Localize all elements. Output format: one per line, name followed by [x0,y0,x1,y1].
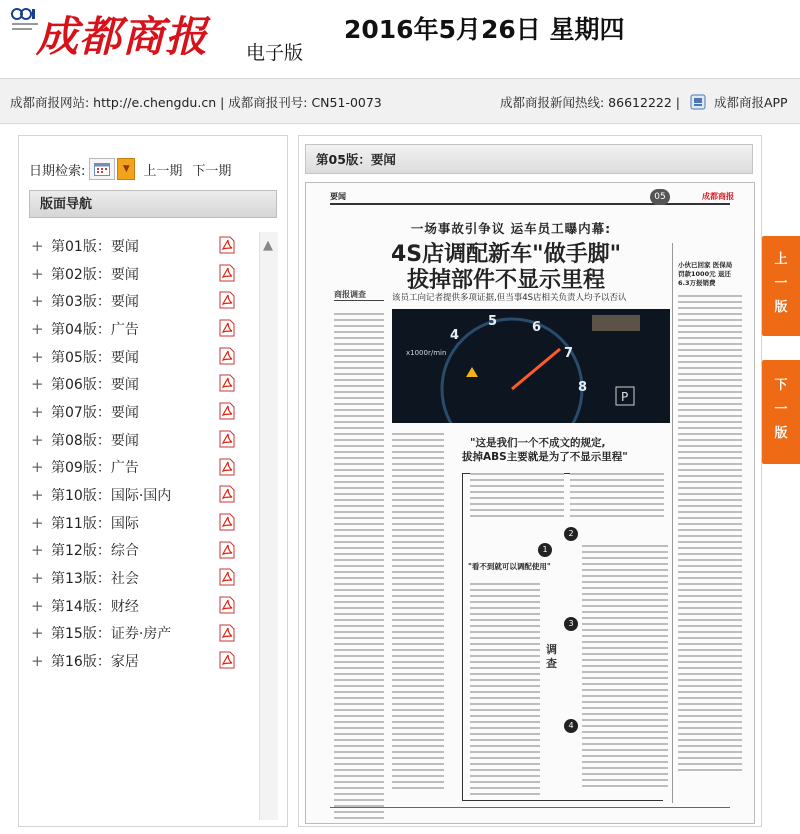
svg-text:P: P [621,390,629,404]
page-link[interactable]: 第12版：综合 [51,543,139,560]
np-headline-1: 4S店调配新车"做手脚" [390,242,622,267]
page-link[interactable]: 第09版：广告 [51,460,139,477]
page-list-item[interactable] [31,509,251,537]
np-kicker: 一场事故引争议 运车员工曝内幕: [410,221,612,236]
page-list-item[interactable] [31,564,251,592]
page-link[interactable]: 第03版：要闻 [51,294,139,311]
pdf-icon[interactable] [219,374,235,392]
np-col2-text [392,433,444,793]
chevron-down-icon[interactable]: ▼ [117,158,135,180]
next-issue-link[interactable]: 下一期 [192,163,232,179]
np-section-label: 要闻 [330,192,346,201]
page-list-item[interactable] [31,343,251,371]
expand-icon[interactable]: + [31,541,44,560]
pdf-icon[interactable] [219,319,235,337]
svg-text:7: 7 [564,346,574,361]
np-top-rule [330,203,730,205]
page-link[interactable]: 第11版：国际 [51,515,139,532]
page-navigation-panel [18,135,288,827]
page-link[interactable]: 第08版：要闻 [51,432,139,449]
np-marker-2: 2 [564,527,578,541]
publication-date: 2016年5月26日 星期四 [344,15,625,44]
page-list-item[interactable] [31,647,251,675]
np-side-column-rule [672,243,673,803]
nav-title: 版面导航 [29,190,277,218]
page-list-item[interactable] [31,426,251,454]
current-page-title: 第05版：要闻 [305,144,753,174]
svg-text:6: 6 [532,320,542,335]
edition-label: 电子版 [246,42,304,64]
pdf-icon[interactable] [219,430,235,448]
expand-icon[interactable]: + [31,236,44,255]
page-list-scrollbar[interactable] [259,232,278,820]
expand-icon[interactable]: + [31,569,44,588]
page-list-item[interactable] [31,481,251,509]
page-list-item[interactable] [31,315,251,343]
page-link[interactable]: 第14版：财经 [51,598,139,615]
pdf-icon[interactable] [219,458,235,476]
np-investigate-label: 调查 [546,643,557,670]
info-bar [0,78,800,124]
page-list-item[interactable] [31,454,251,482]
prev-issue-link[interactable]: 上一期 [143,163,183,179]
page-link[interactable]: 第01版：要闻 [51,238,139,255]
expand-icon[interactable]: + [31,652,44,671]
chevron-up-icon[interactable]: ▲ [263,238,273,253]
date-search [29,158,241,180]
np-deck: 该员工向记者提供多项证据,但当事4S店相关负责人均予以否认 [392,293,627,303]
np-probe-title: "看不到就可以调配使用" [468,562,551,571]
pdf-icon[interactable] [219,347,235,365]
page-list-item[interactable] [31,370,251,398]
np-side-headline: 小伙已回家 医保局罚款1000元 退还6.3万报销费 [678,261,733,287]
page-link[interactable]: 第16版：家居 [51,654,139,671]
svg-text:5: 5 [488,314,498,329]
pdf-icon[interactable] [219,264,235,282]
page-link[interactable]: 第06版：要闻 [51,377,139,394]
hotline-text: 成都商报新闻热线: 86612222 | [500,95,680,110]
np-left-column-text [334,313,384,824]
page-link[interactable]: 第13版：社会 [51,571,139,588]
date-search-label: 日期检索: [29,163,86,179]
page-list-item[interactable] [31,592,251,620]
next-edition-button[interactable] [762,360,800,464]
newspaper-logo[interactable]: 成都商报 [36,12,209,61]
newspaper-page-image[interactable] [305,182,755,824]
np-dashboard-photo [392,309,670,423]
np-page-number: 05 [650,189,670,205]
expand-icon[interactable]: + [31,596,44,615]
app-icon [690,94,706,110]
pdf-icon[interactable] [219,541,235,559]
svg-text:8: 8 [578,380,588,395]
expand-icon[interactable]: + [31,513,44,532]
expand-icon[interactable]: + [31,430,44,449]
page-link[interactable]: 第15版：证券·房产 [51,626,172,643]
page-link[interactable]: 第07版：要闻 [51,404,139,421]
site-info: 成都商报网站: http://e.chengdu.cn | 成都商报刊号: CN51-0073 [10,95,382,110]
prev-edition-button[interactable] [762,236,800,336]
np-main-text-3 [470,583,540,799]
np-quote-1: "这是我们一个不成文的规定, [470,437,606,449]
page-list-item[interactable] [31,232,251,260]
page-header [0,0,800,110]
pdf-icon[interactable] [219,596,235,614]
np-marker-1: 1 [538,543,552,557]
np-bottom-rule [330,807,730,808]
page-list [31,232,251,675]
np-brand: 成都商报 [702,192,734,201]
page-list-item[interactable] [31,260,251,288]
prev-edition-label: 上一版 [774,252,788,315]
page-link[interactable]: 第05版：要闻 [51,349,139,366]
expand-icon[interactable]: + [31,375,44,394]
pdf-icon[interactable] [219,485,235,503]
pdf-icon[interactable] [219,568,235,586]
expand-icon[interactable]: + [31,624,44,643]
page-list-item[interactable] [31,537,251,565]
np-marker-4: 4 [564,719,578,733]
pdf-icon[interactable] [219,402,235,420]
page-link[interactable]: 第04版：广告 [51,321,139,338]
pdf-icon[interactable] [219,291,235,309]
expand-icon[interactable]: + [31,458,44,477]
np-side-text [678,295,742,775]
np-column-tag: 商报调查 [334,289,384,301]
pdf-icon[interactable] [219,624,235,642]
page-list-item[interactable] [31,287,251,315]
hotline-info [500,93,800,111]
page-list-item[interactable] [31,398,251,426]
page-viewer-panel [298,135,762,827]
app-link[interactable]: 成都商报APP [713,95,788,110]
svg-text:x1000r/min: x1000r/min [406,349,447,357]
np-main-text-1 [470,473,564,521]
expand-icon[interactable]: + [31,347,44,366]
pdf-icon[interactable] [219,651,235,669]
np-main-text-2 [570,473,664,521]
expand-icon[interactable]: + [31,402,44,421]
expand-icon[interactable]: + [31,264,44,283]
page-link[interactable]: 第02版：要闻 [51,266,139,283]
np-headline-2: 拔掉部件不显示里程 [406,268,605,293]
expand-icon[interactable]: + [31,319,44,338]
expand-icon[interactable]: + [31,486,44,505]
next-edition-label: 下一版 [774,378,788,441]
np-quote-2: 拔掉ABS主要就是为了不显示里程" [462,451,628,463]
pdf-icon[interactable] [219,513,235,531]
np-main-text-4 [582,545,668,791]
calendar-icon[interactable] [89,158,115,180]
svg-text:4: 4 [450,328,460,343]
expand-icon[interactable]: + [31,292,44,311]
pdf-icon[interactable] [219,236,235,254]
page-link[interactable]: 第10版：国际·国内 [51,488,172,505]
page-list-item[interactable] [31,620,251,648]
np-marker-3: 3 [564,617,578,631]
